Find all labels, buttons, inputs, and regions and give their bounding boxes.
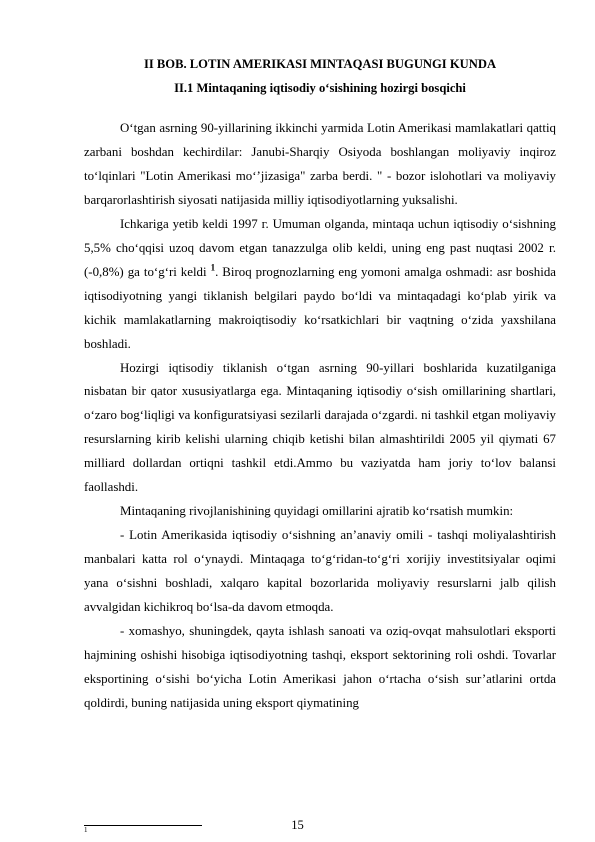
paragraph-6: - xomashyo, shuningdek, qayta ishlash sanoati va oziq-ovqat mahsulotlari eksporti hajmining oshishi hisobiga iqtisodiyotning tashqi, eksport sektorining roli oshdi. Tovarlar eksportining o‘sishi bo‘yicha Lotin Amerikasi jahon o‘rtacha o‘sish sur’atlarini ortda qoldirdi, buning natijasida uning eksport qiymatining (84, 624, 556, 710)
footnote-mark: 1 (84, 826, 88, 834)
section-title: II.1 Mintaqaning iqtisodiy o‘sishining hozirgi bosqichi (174, 81, 466, 95)
page-number: 15 (291, 818, 304, 832)
paragraph-2-part-2: . Biroq prognozlarning eng yomoni amalga oshmadi: asr boshida iqtisodiyotning yangi tiklanish belgilari paydo bo‘ldi va mintaqadagi ko‘plab yirik va kichik mamlakatlarning makroiqtisodiy ko‘rsatkichlari bir vaqtning o‘zida yaxshilana boshladi. (84, 264, 556, 351)
body-text (84, 117, 556, 716)
paragraph-4: Mintaqaning rivojlanishining quyidagi omillarini ajratib ko‘rsatish mumkin: (120, 504, 514, 519)
paragraph-3: Hozirgi iqtisodiy tiklanish o‘tgan asrning 90-yillari boshlarida kuzatilganiga nisbatan bir qator xususiyatlarga ega. Mintaqaning iqtisodiy o‘sish omillarining shartlari, o‘zaro bog‘liqligi va konfiguratsiyasi sezilarli darajada o‘zgardi. ni tashkil etgan moliyaviy resurslarning kirib kelishi ularning chiqib ketishi bilan almashtirildi 2005 yil qiymati 67 milliard dollardan ortiqni tashkil etdi.Ammo bu vaziyatda ham joriy to‘lov balansi faollashdi. (84, 360, 556, 495)
paragraph-1: O‘tgan asrning 90-yillarining ikkinchi yarmida Lotin Amerikasi mamlakatlari qattiq zarbani boshdan kechirdilar: Janubi-Sharqiy Osiyoda boshlangan moliyaviy inqiroz to‘lqinlari "Lotin Amerikasi mo‘’jizasiga" zarba berdi. " - bozor islohotlari va moliyaviy barqarorlashtirish siyosati natijasida milliy iqtisodiyotlarning yuksalishi. (84, 121, 556, 207)
footnote-reference[interactable]: 1 (210, 262, 216, 273)
paragraph-5: - Lotin Amerikasida iqtisodiy o‘sishning an’anaviy omili - tashqi moliyalashtirish manbalari katta rol o‘ynaydi. Mintaqaga to‘g‘ridan-to‘g‘ri xorijiy investitsiyalar oqimi yana o‘sishni boshladi, xalqaro kapital bozorlarida moliyaviy resurslarni jalb qilish avvalgidan kichikroq bo‘lsa-da davom etmoqda. (84, 528, 556, 615)
paragraph-2 (84, 213, 556, 357)
chapter-title: II BOB. LOTIN AMERIKASI MINTAQASI BUGUNGI KUNDA (143, 57, 497, 71)
paragraph-2-part-1: Ichkariga yetib keldi 1997 г. Umuman olganda, mintaqa uchun iqtisodiy o‘sishning 5,5% cho‘qqisi uzoq davom etgan tanazzulga olib keldi, uning eng past nuqtasi 2002 г.(-0,8%) ga to‘g‘ri keldi (84, 216, 556, 279)
